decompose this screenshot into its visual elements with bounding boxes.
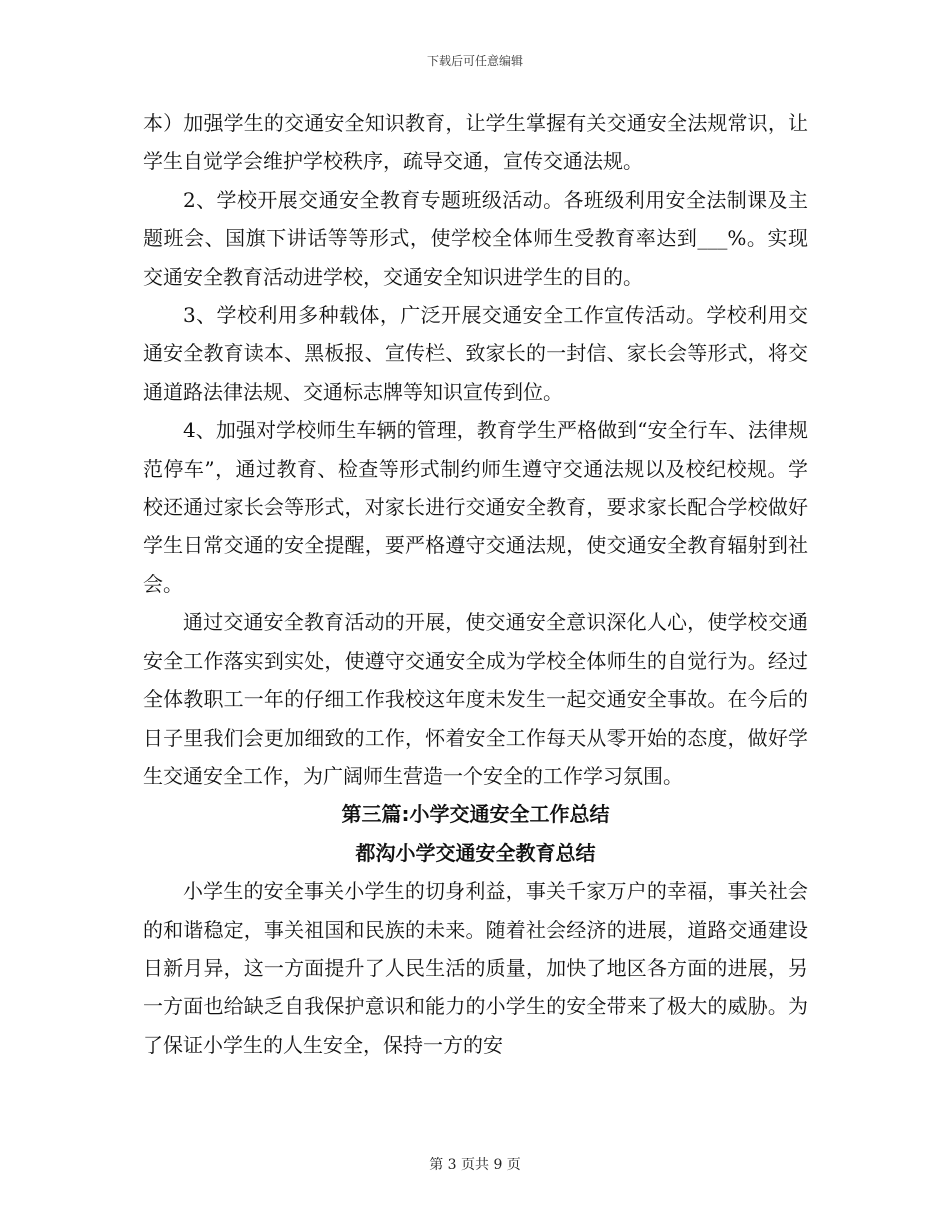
paragraph-item-3: 3、学校利用多种载体，广泛开展交通安全工作宣传活动。学校利用交通安全教育读本、黑板报、宣传栏、致家长的一封信、家长会等形式，将交通道路法律法规、交通标志牌等知识宣传到位。	[143, 303, 808, 404]
document-body	[143, 104, 808, 1064]
paragraph-intro: 小学生的安全事关小学生的切身利益，事关千家万户的幸福，事关社会的和谐稳定，事关祖国和民族的未来。随着社会经济的进展，道路交通建设日新月异，这一方面提升了人民生活的质量，加快了地区各方面的进展，另一方面也给缺乏自我保护意识和能力的小学生的安全带来了极大的威胁。为了保证小学生的人生安全，保持一方的安	[143, 879, 808, 1057]
page-header: 下载后可任意编辑	[426, 54, 523, 68]
paragraph-item-2: 2、学校开展交通安全教育专题班级活动。各班级利用安全法制课及主题班会、国旗下讲话等等形式，使学校全体师生受教育率达到___%。实现交通安全教育活动进学校，交通安全知识进学生的目的。	[143, 187, 808, 289]
paragraph-item-4: 4、加强对学校师生车辆的管理，教育学生严格做到“安全行车、法律规范停车”，通过教育、检查等形式制约师生遵守交通法规以及校纪校规。学校还通过家长会等形式，对家长进行交通安全教育，要求家长配合学校做好学生日常交通的安全提醒，要严格遵守交通法规，使交通安全教育辐射到社会。	[143, 418, 808, 596]
section-title: 第三篇:小学交通安全工作总结	[341, 802, 610, 827]
paragraph-summary: 通过交通安全教育活动的开展，使交通安全意识深化人心，使学校交通安全工作落实到实处，使遵守交通安全成为学校全体师生的自觉行为。经过全体教职工一年的仔细工作我校这年度未发生一起交通安全事故。在今后的日子里我们会更加细致的工作，怀着安全工作每天从零开始的态度，做好学生交通安全工作，为广阔师生营造一个安全的工作学习氛围。	[143, 610, 808, 788]
paragraph-continuation: 本）加强学生的交通安全知识教育，让学生掌握有关交通安全法规常识，让学生自觉学会维护学校秩序，疏导交通，宣传交通法规。	[143, 111, 808, 174]
page-number: 第 3 页共 9 页	[429, 1157, 521, 1173]
section-subtitle: 都沟小学交通安全教育总结	[355, 840, 596, 865]
